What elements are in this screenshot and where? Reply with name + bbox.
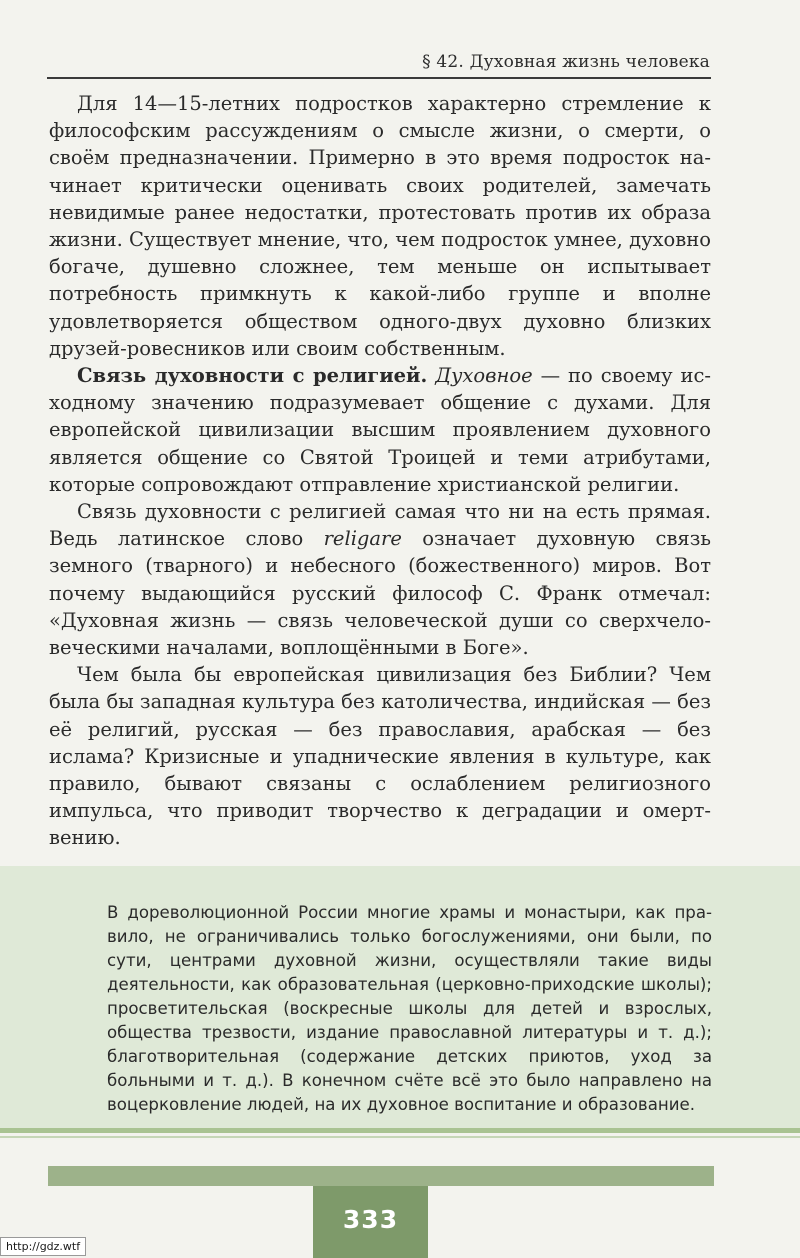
watermark-link[interactable]: http://gdz.wtf [0, 1237, 86, 1256]
running-header: § 42. Духовная жизнь человека [422, 52, 710, 72]
paragraph-4: Чем была бы европейская цивилизация без Библии? Чем была бы западная культура без католичества, индийская — без её религий, русская — без православия, арабская — без ислама? Кризисные и упаднические явления в культуре, как правило, бывают связаны с ослаблением религиозного импульса, что приводит творчество к деградации и омертвению. [49, 663, 712, 850]
footer-bar [48, 1166, 714, 1186]
paragraph-2-text: — по своему исходному значению подразумевает общение с духами. Для европейской цивилизации высшим проявлением духовного является общение со Святой Троицей и теми атрибутами, которые сопровождают отправление христианской религии. [49, 364, 711, 496]
header-divider [47, 77, 711, 79]
info-box-text [107, 901, 712, 1117]
term-italic: Духовное [435, 364, 533, 388]
page-number: 333 [342, 1205, 399, 1234]
paragraph-3-text-a: Связь духовности с религией самая что ни на есть прямая. Ведь латинское слово [49, 500, 711, 551]
paragraph-2 [49, 362, 711, 498]
paragraph-3 [49, 498, 711, 661]
info-box-paragraph: В дореволюционной России многие храмы и монастыри, как правило, не ограничивались только богослужениями, они были, по сути, центрами духовной жизни, осуществляли такие виды деятельности, как образовательная (церковно-приходские школы); просветительская (воскресные школы для детей и взрослых, общества трезвости, издание православной литературы и т. д.); благотворительная (содержание детских приютов, уход за больными и т. д.). В конечном счёте всё это было направлено на воцерковление людей, на их духовное воспитание и образование. [107, 903, 712, 1114]
info-box-bottom-rule [0, 1128, 800, 1133]
info-box-bottom-rule-thin [0, 1136, 800, 1138]
latin-term-italic: religare [323, 527, 402, 551]
paragraph-1: Для 14—15-летних подростков характерно стремление к философским рассуждениям о смысле жизни, о смерти, о своём предназначении. Примерно в это время подросток начинает критически оценивать своих родителей, замечать невидимые ранее недостатки, протестовать против их образа жизни. Существует мнение, что, чем подросток умнее, духовно богаче, душевно сложнее, тем меньше он испытывает потребность примкнуть к какой-либо группе и вполне удовлетворяется обществом одного-двух духовно близких друзей-ровесников или своим собственным. [49, 92, 711, 360]
section-heading: Связь духовности с религией. [77, 364, 428, 388]
paragraph-3-text-b: означает духовную связь земного (тварного) и небесного (божественного) миров. Вот почему выдающийся русский философ С. Франк отмечал: «Духовная жизнь — связь человеческой души со сверхчеловеческими началами, воплощёнными в Боге». [49, 527, 711, 660]
main-text [49, 90, 711, 852]
